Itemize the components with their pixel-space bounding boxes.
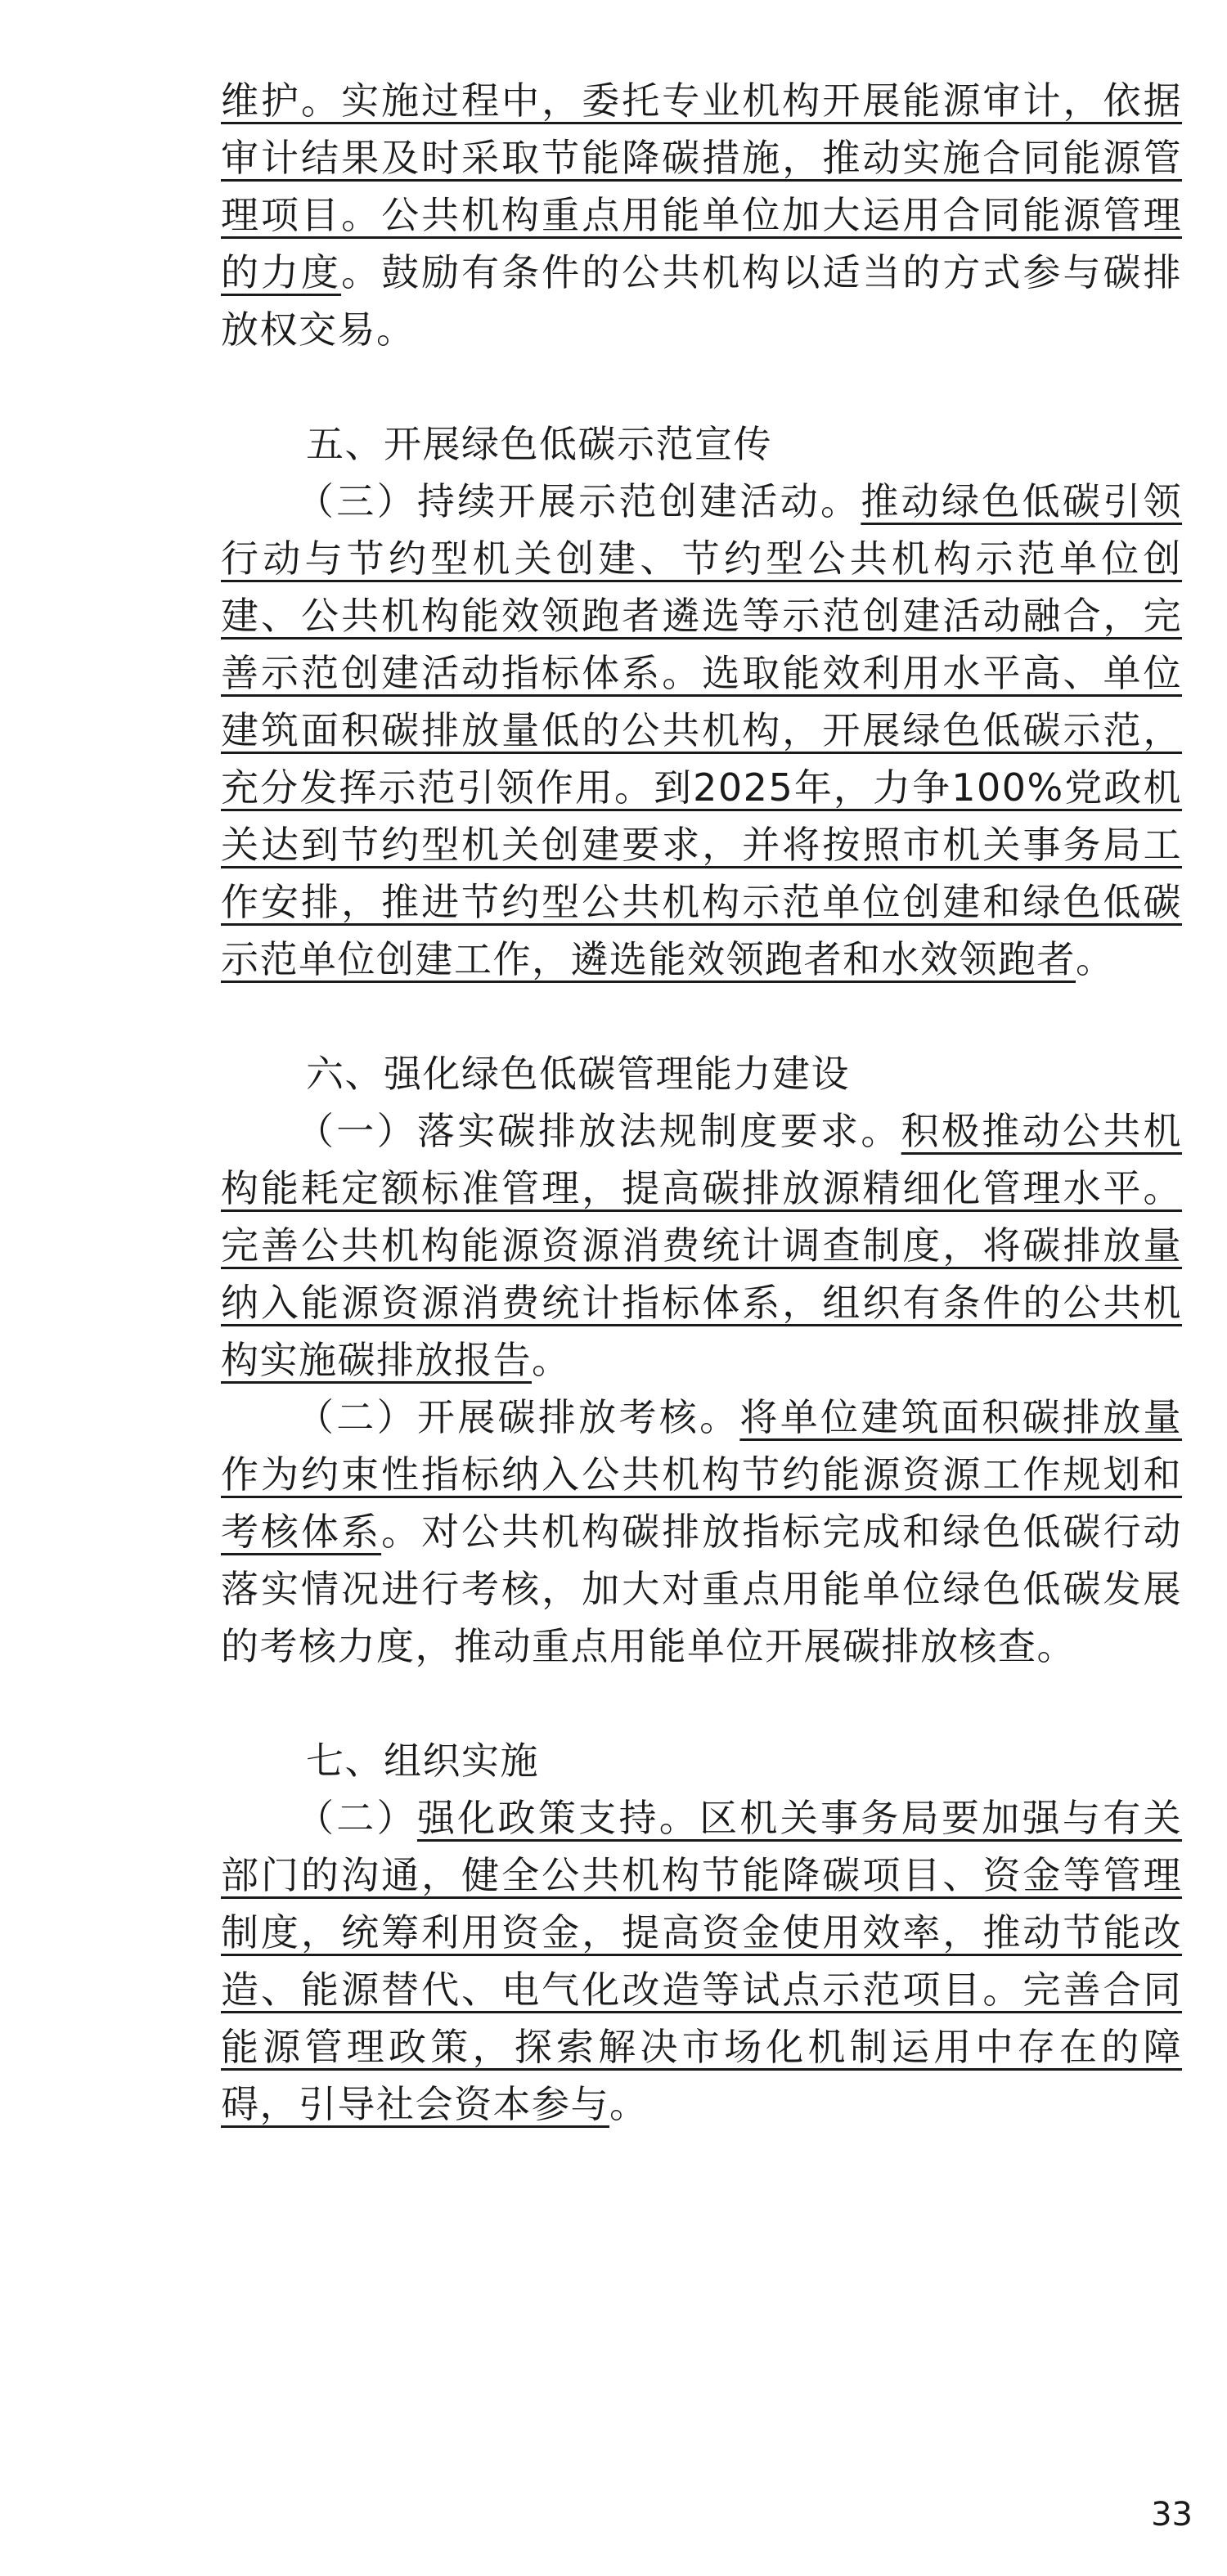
underlined-text: 强化政策支持。区机关事务局要加强与有关部门的沟通，健全公共机构节能降碳项目、资金等管理制度，统筹利用资金，提高资金使用效率，推动节能改造、能源替代、电气化改造等试点示范项目。完善合同能源管理政策，探索解决市场化机制运用中存在的障碍，引导社会资本参与 — [221, 1796, 1183, 2126]
paragraph-gap — [221, 1675, 1182, 1732]
body-text: 。 — [609, 2082, 649, 2126]
paragraph-regulations — [221, 1102, 1182, 1389]
body-text: 。 — [532, 1338, 571, 1382]
paragraph-policy-support — [221, 1789, 1182, 2133]
underlined-text: 推动绿色低碳引领行动与节约型机关创建、节约型公共机构示范单位创建、公共机构能效领跑者遴选等示范创建活动融合，完善示范创建活动指标体系。选取能效利用水平高、单位建筑面积碳排放量低的公共机构，开展绿色低碳示范，充分发挥示范引领作用。到2025年，力争100%党政机关达到节约型机关创建要求，并将按照市机关事务局工作安排，推进节约型公共机构示范单位创建和绿色低碳示范单位创建工作，遴选能效领跑者和水效领跑者 — [221, 479, 1183, 981]
underlined-text: 将单位建筑面积碳排放量作为约束性指标纳入公共机构节约能源资源工作规划和考核体系 — [221, 1395, 1183, 1554]
paragraph-gap — [221, 358, 1182, 415]
section-heading-5: 五、开展绿色低碳示范宣传 — [306, 422, 772, 466]
item-lead: （一）落实碳排放法规制度要求。 — [296, 1109, 901, 1153]
underlined-text: 维护。实施过程中，委托专业机构开展能源审计，依据审计结果及时采取节能降碳措施，推动实施合同能源管理项目。公共机构重点用能单位加大运用合同能源管理的力度 — [221, 79, 1182, 294]
item-lead: （二） — [296, 1796, 417, 1840]
paragraph-demonstration — [221, 473, 1182, 988]
body-text: 。对公共机构碳排放指标完成和绿色低碳行动落实情况进行考核，加大对重点用能单位绿色低碳发展的考核力度，推动重点用能单位开展碳排放核查。 — [221, 1510, 1183, 1668]
document-body — [221, 72, 1182, 2133]
section-heading-7: 七、组织实施 — [306, 1739, 539, 1783]
page-number: 33 — [1151, 2496, 1193, 2533]
body-text: 。鼓励有条件的公共机构以适当的方式参与碳排放权交易。 — [221, 250, 1183, 352]
underlined-text: 积极推动公共机构能耗定额标准管理，提高碳排放源精细化管理水平。完善公共机构能源资源消费统计调查制度，将碳排放量纳入能源资源消费统计指标体系，组织有条件的公共机构实施碳排放报告 — [221, 1109, 1183, 1382]
paragraph-energy-audit — [221, 72, 1182, 358]
body-text: 。 — [1076, 937, 1115, 981]
item-lead: （三）持续开展示范创建活动。 — [296, 479, 861, 523]
paragraph-gap — [221, 988, 1182, 1045]
paragraph-assessment — [221, 1389, 1182, 1675]
section-heading-6: 六、强化绿色低碳管理能力建设 — [306, 1052, 850, 1096]
item-lead: （二）开展碳排放考核。 — [296, 1395, 740, 1439]
